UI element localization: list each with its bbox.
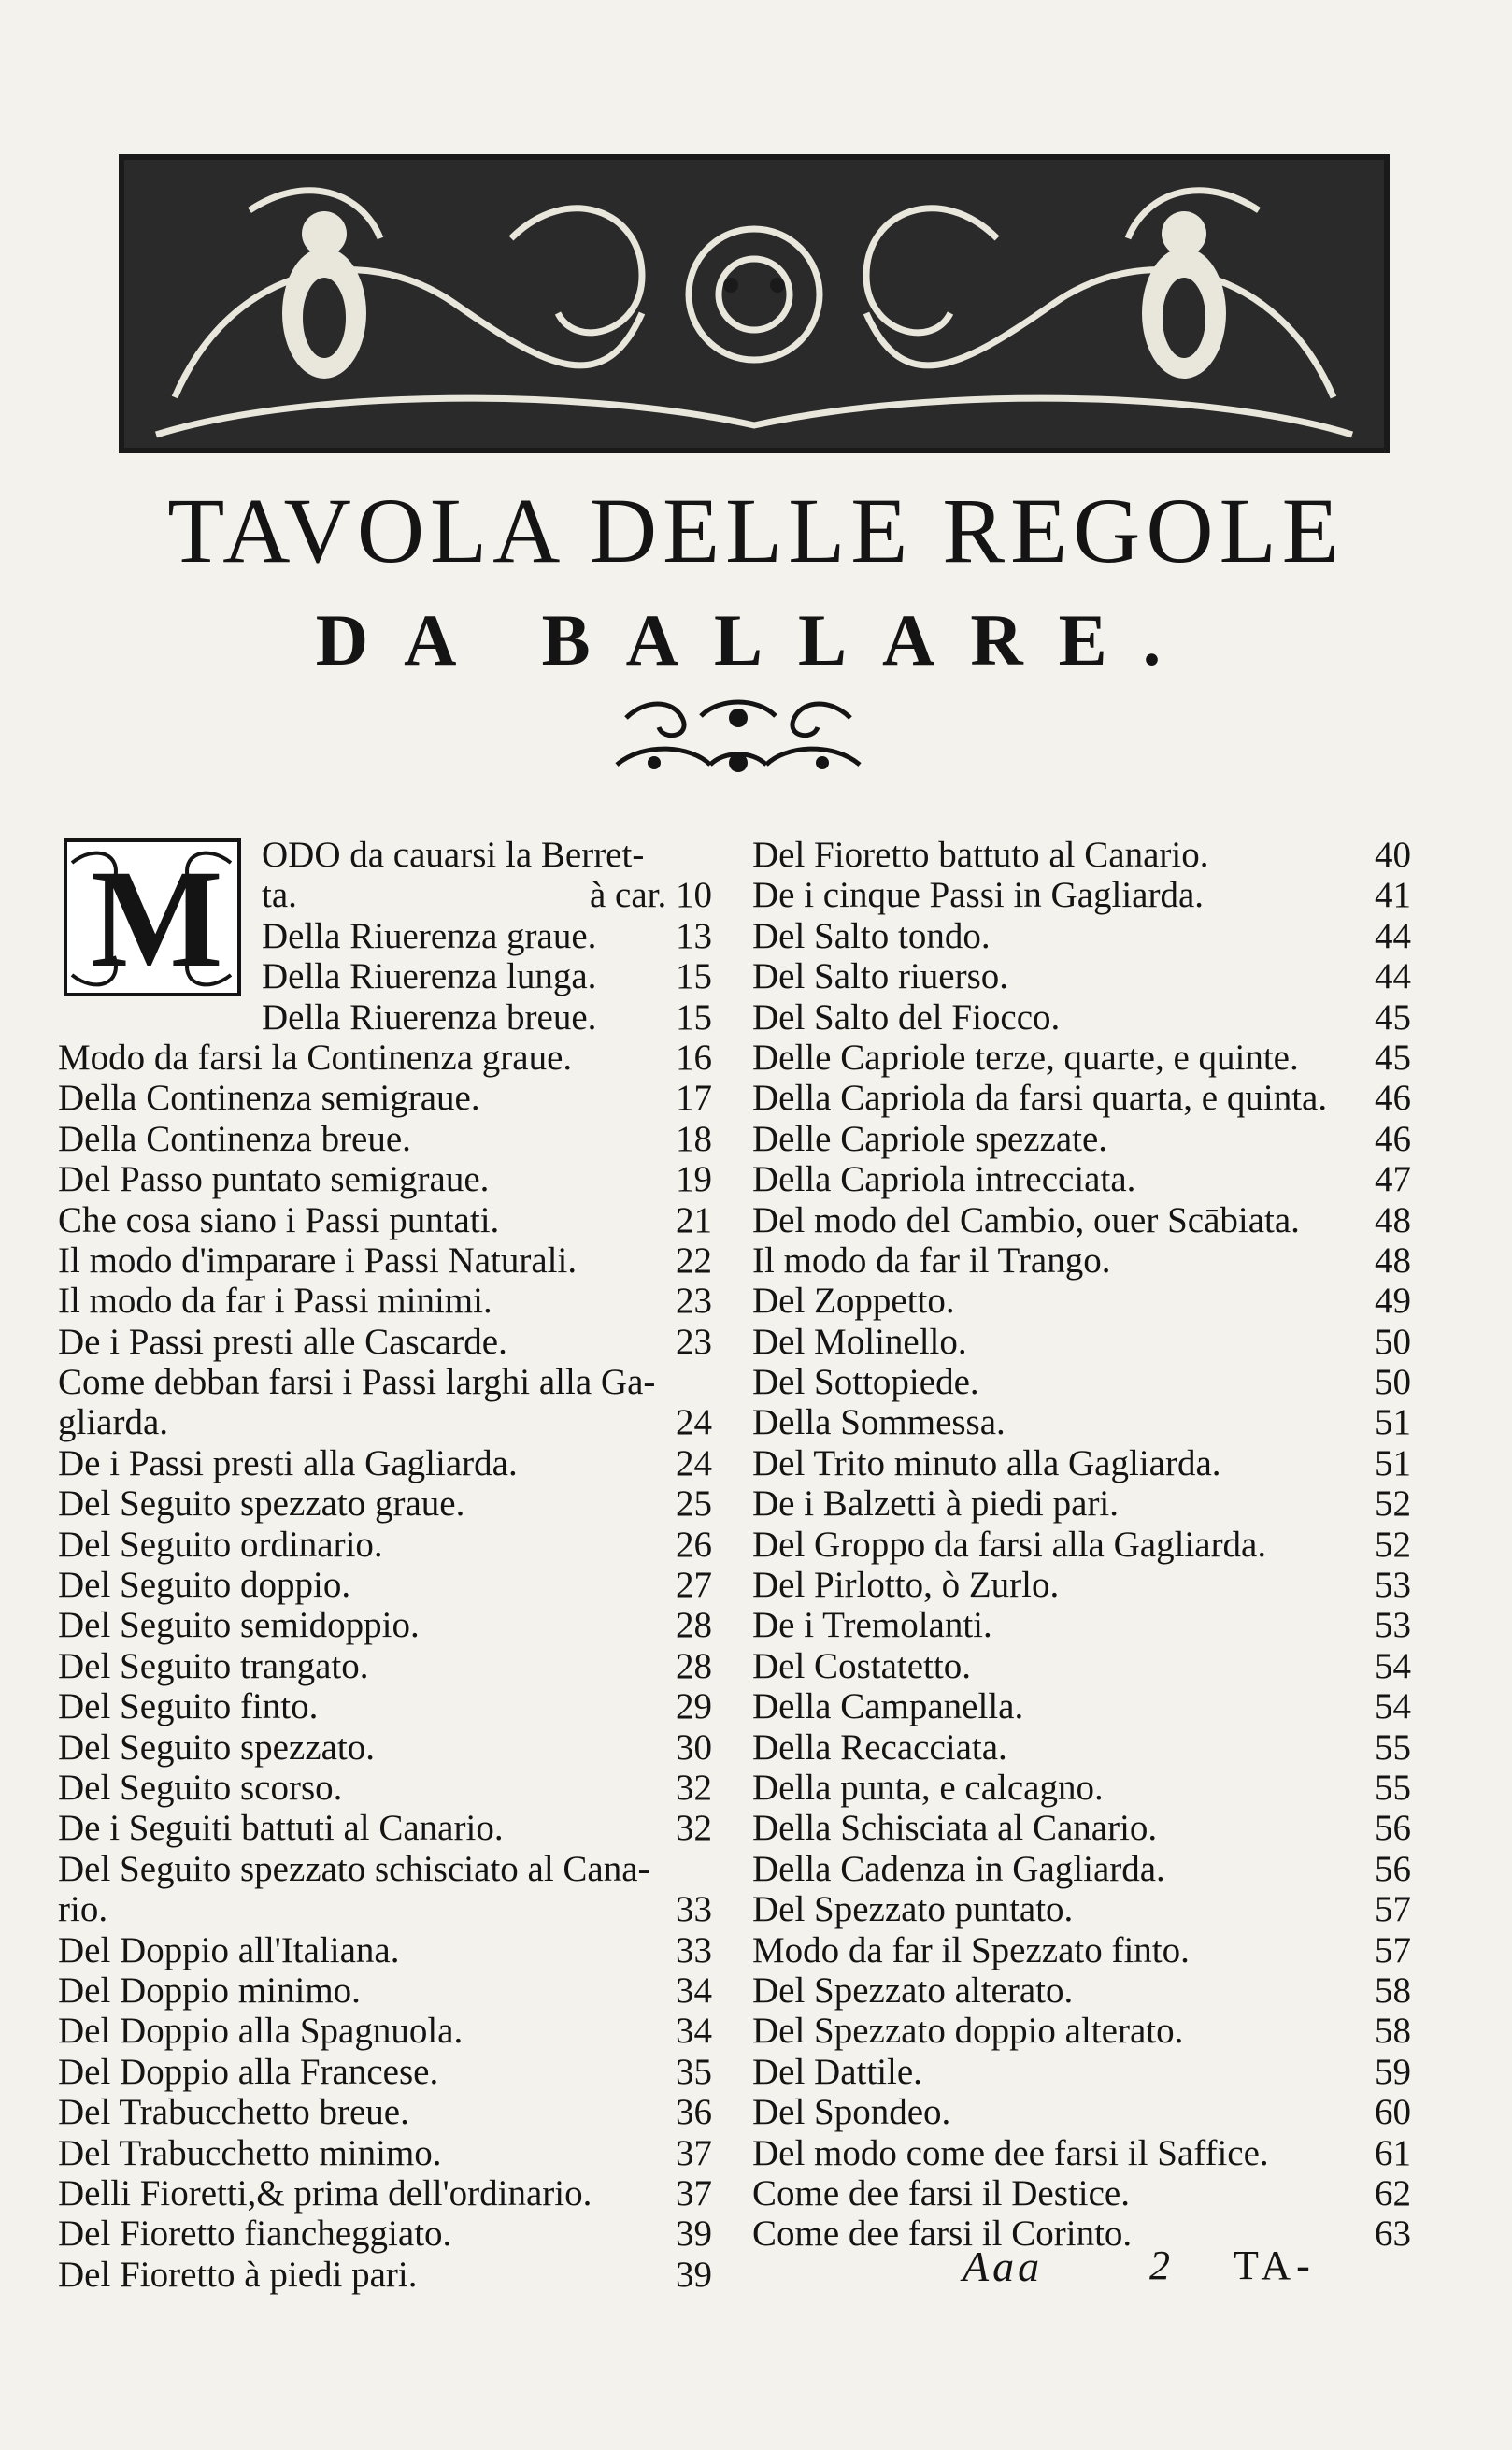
toc-page-number: 40 (1375, 835, 1411, 875)
toc-page-number: 33 (676, 1929, 712, 1970)
toc-page-number: 34 (676, 2011, 712, 2052)
toc-entry-text: Della Continenza semigraue. (58, 1078, 480, 1119)
toc-page-number: 30 (676, 1726, 712, 1768)
toc-page-number: 54 (1375, 1645, 1411, 1686)
toc-entry-text: Come dee farsi il Destice. (752, 2172, 1130, 2214)
toc-entry-text: Del Doppio alla Spagnuola. (58, 2011, 464, 2052)
toc-page-number: 53 (1375, 1605, 1411, 1646)
toc-entry (58, 1038, 712, 1078)
toc-page-number: 25 (676, 1483, 712, 1525)
toc-entry-text: rio. (58, 1889, 108, 1930)
toc-entry (58, 1849, 712, 1889)
signature-mark: Aaa (963, 2242, 1044, 2290)
toc-page-number: 32 (676, 1808, 712, 1849)
toc-page-number: 51 (1375, 1442, 1411, 1483)
toc-entry-text: Del Sottopiede. (752, 1362, 979, 1403)
toc-page-number: 56 (1375, 1808, 1411, 1849)
toc-entry (752, 2133, 1411, 2173)
toc-entry (58, 2092, 712, 2132)
toc-entry (752, 1849, 1411, 1889)
toc-entry-text: Del Molinello. (752, 1321, 967, 1362)
toc-entry (752, 1483, 1411, 1524)
toc-entry (58, 1362, 712, 1402)
fleuron-ornament (598, 690, 878, 783)
toc-page-number: 37 (676, 2132, 712, 2173)
toc-entry-text: Del Seguito semidoppio. (58, 1605, 420, 1646)
toc-page-number: 27 (676, 1565, 712, 1606)
toc-page-number: 51 (1375, 1402, 1411, 1443)
toc-entry-text: Del Seguito spezzato. (58, 1726, 375, 1768)
toc-entry (58, 2255, 712, 2295)
toc-entry-text: Che cosa siano i Passi puntati. (58, 1199, 500, 1240)
toc-entry-text: De i Passi presti alle Cascarde. (58, 1321, 507, 1362)
toc-page-number: 49 (1375, 1281, 1411, 1322)
toc-page-number: 50 (1375, 1321, 1411, 1362)
toc-entry-text: Della Riuerenza breue. (262, 996, 597, 1038)
toc-entry (752, 1200, 1411, 1240)
toc-entry (752, 1768, 1411, 1808)
toc-entry (752, 2092, 1411, 2132)
toc-page-number: 48 (1375, 1199, 1411, 1240)
toc-entry-text: Del Costatetto. (752, 1645, 971, 1686)
toc-page-number: 29 (676, 1686, 712, 1727)
toc-page-number: 15 (676, 956, 712, 997)
toc-entry-text: Del Seguito scorso. (58, 1767, 343, 1808)
toc-entry (752, 1727, 1411, 1768)
toc-entry-text: Della Riuerenza graue. (262, 915, 597, 956)
toc-page-number: 23 (676, 1281, 712, 1322)
toc-page-number: 19 (676, 1159, 712, 1200)
toc-entry (58, 835, 712, 875)
toc-entry (752, 1686, 1411, 1726)
toc-entry (58, 956, 712, 996)
toc-entry (752, 1443, 1411, 1483)
toc-page-number: 57 (1375, 1929, 1411, 1970)
catchword: TA- (1234, 2242, 1316, 2288)
toc-entry (58, 2133, 712, 2173)
toc-entry (752, 1240, 1411, 1281)
toc-page-number: 61 (1375, 2132, 1411, 2173)
toc-entry-text: Del Salto del Fiocco. (752, 996, 1061, 1038)
toc-page-number: 28 (676, 1605, 712, 1646)
toc-entry (752, 1402, 1411, 1442)
toc-entry (58, 875, 712, 915)
toc-entry (58, 1727, 712, 1768)
toc-entry-text: De i Passi presti alla Gagliarda. (58, 1442, 518, 1483)
toc-page-number: 41 (1375, 875, 1411, 916)
toc-entry (752, 1159, 1411, 1199)
toc-entry-text: Del Seguito spezzato graue. (58, 1483, 465, 1525)
toc-entry (58, 1483, 712, 1524)
toc-page-number: 36 (676, 2092, 712, 2133)
toc-entry-text: Del Doppio alla Francese. (58, 2051, 439, 2092)
toc-page-number: 54 (1375, 1686, 1411, 1727)
toc-entry-text: ODO da cauarsi la Berret- (262, 835, 645, 875)
toc-entry (752, 1808, 1411, 1848)
toc-entry (58, 1078, 712, 1118)
toc-entry-text: Il modo da far il Trango. (752, 1239, 1111, 1281)
toc-entry-text: Del Seguito ordinario. (58, 1524, 383, 1565)
toc-entry (58, 2052, 712, 2092)
page-title: TAVOLA DELLE REGOLE (167, 479, 1345, 582)
toc-page-number: 26 (676, 1524, 712, 1565)
toc-entry-text: Del Seguito finto. (58, 1686, 319, 1727)
toc-entry-text: Della Cadenza in Gagliarda. (752, 1848, 1165, 1889)
toc-entry-text: Della Riuerenza lunga. (262, 956, 597, 997)
toc-entry-text: Della punta, e calcagno. (752, 1767, 1104, 1808)
toc-entry (752, 2011, 1411, 2051)
toc-entry (752, 1970, 1411, 2011)
toc-page-number: 23 (676, 1321, 712, 1362)
toc-page-number: 13 (676, 915, 712, 956)
toc-entry-text: Del Passo puntato semigraue. (58, 1159, 490, 1200)
toc-entry (58, 1970, 712, 2011)
toc-entry-text: Del Doppio minimo. (58, 1970, 361, 2011)
toc-page-number: 50 (1375, 1362, 1411, 1403)
toc-entry-text: Del Seguito trangato. (58, 1645, 369, 1686)
toc-entry (58, 1686, 712, 1726)
toc-entry-text: Come debban farsi i Passi larghi alla Ga- (58, 1362, 656, 1403)
toc-entry (752, 1930, 1411, 1970)
toc-page-number: 46 (1375, 1078, 1411, 1119)
toc-entry-text: Della Capriola intrecciata. (752, 1159, 1136, 1200)
toc-entry-text: Della Schisciata al Canario. (752, 1808, 1158, 1849)
toc-page-number: 58 (1375, 1970, 1411, 2011)
toc-page-number: 57 (1375, 1889, 1411, 1930)
toc-page-number: 52 (1375, 1483, 1411, 1525)
toc-entry (58, 1159, 712, 1199)
toc-entry-text: De i Balzetti à piedi pari. (752, 1483, 1120, 1525)
toc-entry-text: Del Salto riuerso. (752, 956, 1009, 997)
toc-entry (58, 1119, 712, 1159)
toc-entry (752, 1322, 1411, 1362)
toc-entry-text: Della Recacciata. (752, 1726, 1007, 1768)
toc-page-number: 63 (1375, 2214, 1411, 2255)
toc-page-number: à car. 10 (589, 875, 712, 916)
toc-entry (58, 1322, 712, 1362)
toc-entry (58, 1808, 712, 1848)
toc-page-number: 18 (676, 1118, 712, 1159)
toc-entry-text: De i Seguiti battuti al Canario. (58, 1808, 504, 1849)
toc-entry-text: Del Seguito spezzato schisciato al Cana- (58, 1848, 650, 1889)
toc-entry (58, 2011, 712, 2051)
toc-page-number: 34 (676, 1970, 712, 2011)
toc-page-number: 45 (1375, 1037, 1411, 1078)
toc-page-number: 15 (676, 996, 712, 1038)
toc-entry (752, 1362, 1411, 1402)
toc-page-number: 16 (676, 1037, 712, 1078)
toc-page-number: 39 (676, 2214, 712, 2255)
toc-left-column (58, 835, 712, 2295)
toc-entry-text: Della Sommessa. (752, 1402, 1006, 1443)
toc-page-number: 37 (676, 2172, 712, 2214)
toc-entry (752, 1078, 1411, 1118)
toc-page-number: 32 (676, 1767, 712, 1808)
toc-entry (752, 1565, 1411, 1605)
toc-page-number: 48 (1375, 1239, 1411, 1281)
toc-page-number: 24 (676, 1402, 712, 1443)
toc-entry-text: Del Spondeo. (752, 2092, 951, 2133)
toc-entry-text: Del Spezzato doppio alterato. (752, 2011, 1184, 2052)
toc-entry-text: Della Continenza breue. (58, 1118, 411, 1159)
toc-entry (58, 1565, 712, 1605)
toc-entry-text: Delle Capriole spezzate. (752, 1118, 1108, 1159)
toc-entry-text: Del Trabucchetto breue. (58, 2092, 409, 2133)
toc-page-number: 44 (1375, 956, 1411, 997)
toc-right-column (752, 835, 1411, 2255)
toc-entry-text: Del Fioretto fiancheggiato. (58, 2214, 452, 2255)
toc-entry-text: Del modo come dee farsi il Saffice. (752, 2132, 1269, 2173)
toc-entry (752, 835, 1411, 875)
toc-entry (58, 1200, 712, 1240)
toc-page-number: 24 (676, 1442, 712, 1483)
toc-entry-text: gliarda. (58, 1402, 169, 1443)
toc-page-number: 21 (676, 1199, 712, 1240)
toc-page-number: 33 (676, 1889, 712, 1930)
toc-page-number: 59 (1375, 2051, 1411, 2092)
toc-entry-text: Come dee farsi il Corinto. (752, 2214, 1133, 2255)
toc-entry (58, 1281, 712, 1321)
toc-entry (752, 1889, 1411, 1929)
toc-entry (752, 997, 1411, 1038)
toc-page-number: 44 (1375, 915, 1411, 956)
toc-page-number: 60 (1375, 2092, 1411, 2133)
toc-entry (58, 1768, 712, 1808)
toc-page-number: 28 (676, 1645, 712, 1686)
toc-page-number: 58 (1375, 2011, 1411, 2052)
toc-entry-text: Del modo del Cambio, ouer Scābiata. (752, 1199, 1300, 1240)
toc-entry (58, 916, 712, 956)
toc-page-number: 17 (676, 1078, 712, 1119)
toc-entry (752, 916, 1411, 956)
toc-page-number: 22 (676, 1239, 712, 1281)
toc-entry (752, 1646, 1411, 1686)
toc-entry-text: Del Zoppetto. (752, 1281, 955, 1322)
toc-page-number: 46 (1375, 1118, 1411, 1159)
toc-page-number: 35 (676, 2051, 712, 2092)
toc-page-number: 55 (1375, 1767, 1411, 1808)
toc-entry-text: Modo da farsi la Continenza graue. (58, 1037, 573, 1078)
toc-entry-text: Del Spezzato puntato. (752, 1889, 1074, 1930)
toc-entry-text: Del Trabucchetto minimo. (58, 2132, 442, 2173)
toc-entry (58, 1525, 712, 1565)
toc-entry-text: Del Salto tondo. (752, 915, 991, 956)
toc-entry (752, 2052, 1411, 2092)
toc-entry-text: De i cinque Passi in Gagliarda. (752, 875, 1205, 916)
ornamental-headpiece (119, 154, 1390, 453)
toc-entry-text: Del Fioretto battuto al Canario. (752, 835, 1209, 875)
toc-entry (58, 1240, 712, 1281)
toc-entry (752, 956, 1411, 996)
toc-entry (58, 2214, 712, 2254)
toc-entry-text: Il modo da far i Passi minimi. (58, 1281, 492, 1322)
toc-entry (58, 2173, 712, 2214)
toc-entry (752, 2173, 1411, 2214)
toc-entry (752, 1281, 1411, 1321)
initial-letter: M (91, 841, 223, 996)
toc-entry-text: Del Doppio all'Italiana. (58, 1929, 400, 1970)
toc-entry (752, 1525, 1411, 1565)
toc-entry-text: Del Groppo da farsi alla Gagliarda. (752, 1524, 1267, 1565)
toc-entry (752, 875, 1411, 915)
toc-entry-text: Del Trito minuto alla Gagliarda. (752, 1442, 1221, 1483)
toc-page-number: 62 (1375, 2172, 1411, 2214)
toc-entry (58, 997, 712, 1038)
page-subtitle: DA BALLARE. (315, 599, 1197, 681)
toc-page-number: 39 (676, 2254, 712, 2295)
toc-page-number: 55 (1375, 1726, 1411, 1768)
toc-entry (58, 1889, 712, 1929)
toc-page-number: 53 (1375, 1565, 1411, 1606)
toc-entry-text: Del Seguito doppio. (58, 1565, 351, 1606)
toc-page-number: 56 (1375, 1848, 1411, 1889)
toc-entry-text: Della Capriola da farsi quarta, e quinta. (752, 1078, 1328, 1119)
toc-page-number: 47 (1375, 1159, 1411, 1200)
toc-entry (58, 1646, 712, 1686)
toc-page-number: 45 (1375, 996, 1411, 1038)
toc-entry (752, 1038, 1411, 1078)
toc-entry-text: Delle Capriole terze, quarte, e quinte. (752, 1037, 1299, 1078)
toc-entry-text: Della Campanella. (752, 1686, 1024, 1727)
toc-entry (58, 1402, 712, 1442)
toc-entry (752, 1605, 1411, 1645)
toc-entry (58, 1443, 712, 1483)
toc-entry-text: Il modo d'imparare i Passi Naturali. (58, 1239, 578, 1281)
toc-entry-text: Del Pirlotto, ò Zurlo. (752, 1565, 1060, 1606)
toc-entry (752, 1119, 1411, 1159)
toc-entry-text: Del Spezzato alterato. (752, 1970, 1074, 2011)
toc-entry (58, 1605, 712, 1645)
signature-number: 2 (1149, 2242, 1170, 2288)
toc-entry-text: De i Tremolanti. (752, 1605, 992, 1646)
toc-page-number: 52 (1375, 1524, 1411, 1565)
toc-entry-text: Del Fioretto à piedi pari. (58, 2254, 418, 2295)
toc-entry-text: Modo da far il Spezzato finto. (752, 1929, 1190, 1970)
toc-entry (58, 1930, 712, 1970)
toc-entry-text: Delli Fioretti,& prima dell'ordinario. (58, 2172, 592, 2214)
toc-entry-text: ta. (262, 875, 297, 916)
toc-entry-text: Del Dattile. (752, 2051, 922, 2092)
